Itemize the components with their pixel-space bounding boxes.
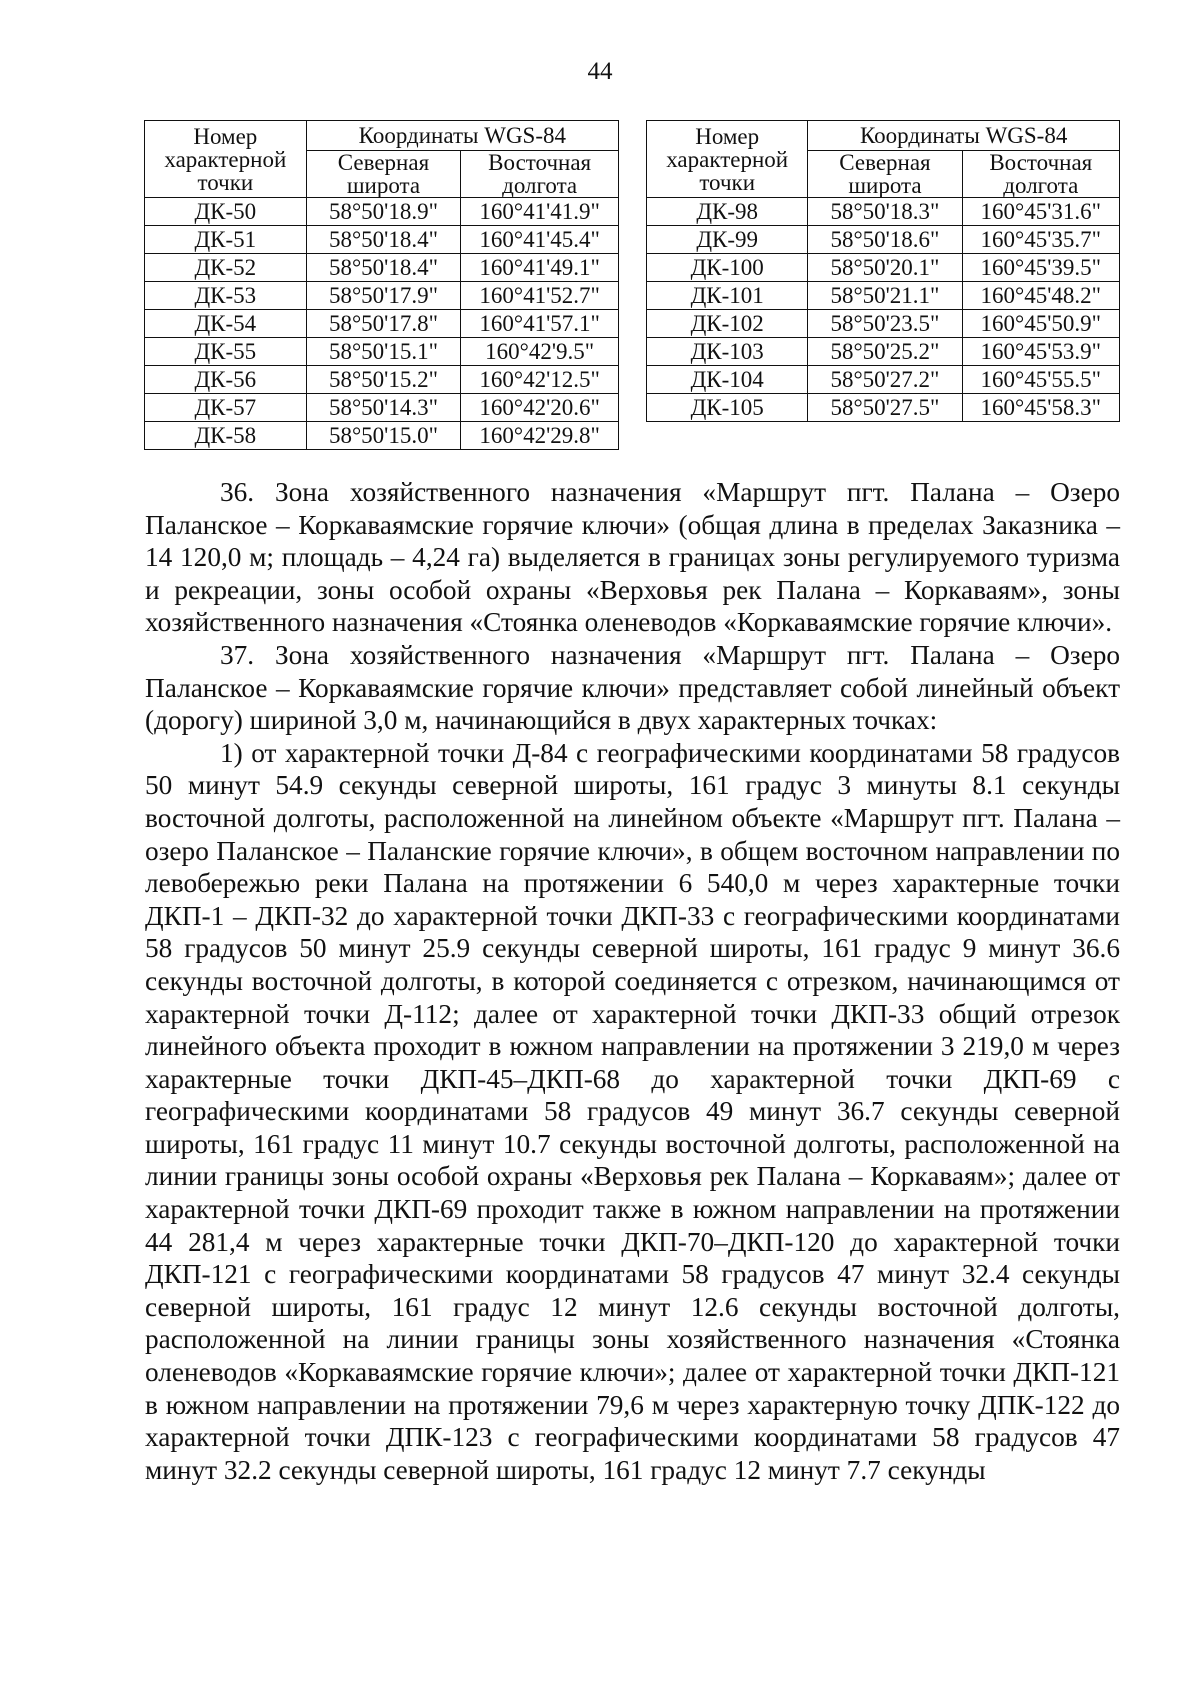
- longitude-cell: 160°45'50.9": [962, 310, 1119, 338]
- latitude-cell: 58°50'25.2": [808, 338, 962, 366]
- header-latitude: Северная широта: [306, 151, 461, 198]
- table-row: [145, 254, 619, 282]
- longitude-cell: 160°42'9.5": [461, 338, 619, 366]
- header-coordinates: Координаты WGS-84: [306, 121, 618, 151]
- point-number-cell: ДК-102: [647, 310, 808, 338]
- latitude-cell: 58°50'27.5": [808, 394, 962, 422]
- table-row: [145, 366, 619, 394]
- point-number-cell: ДК-56: [145, 366, 307, 394]
- table-row: [647, 310, 1120, 338]
- latitude-cell: 58°50'14.3": [306, 394, 461, 422]
- longitude-cell: 160°41'49.1": [461, 254, 619, 282]
- table-row: [145, 394, 619, 422]
- longitude-cell: 160°41'57.1": [461, 310, 619, 338]
- point-number-cell: ДК-99: [647, 226, 808, 254]
- coordinates-table-right: [646, 120, 1120, 422]
- header-latitude: Северная широта: [808, 151, 962, 198]
- table-row: [647, 338, 1120, 366]
- point-number-cell: ДК-57: [145, 394, 307, 422]
- point-number-cell: ДК-98: [647, 198, 808, 226]
- table-row: [647, 366, 1120, 394]
- longitude-cell: 160°45'39.5": [962, 254, 1119, 282]
- longitude-cell: 160°42'29.8": [461, 422, 619, 450]
- latitude-cell: 58°50'27.2": [808, 366, 962, 394]
- longitude-cell: 160°41'41.9": [461, 198, 619, 226]
- point-number-cell: ДК-54: [145, 310, 307, 338]
- point-number-cell: ДК-51: [145, 226, 307, 254]
- paragraph-37: 37. Зона хозяйственного назначения «Маршрут пгт. Палана – Озеро Паланское – Коркаваямские горячие ключи» представляет собой линейный объект (дорогу) шириной 3,0 м, начинающийся в двух характерных точках:: [145, 639, 1120, 736]
- table-right-body: [647, 198, 1120, 422]
- paragraph-37-item-1: 1) от характерной точки Д-84 с географическими координатами 58 градусов 50 минут 54.9 секунды северной широты, 161 градус 3 минуты 8.1 секунды восточной долготы, расположенной на линейном объекте «Маршрут пгт. Палана – озеро Паланское – Паланские горячие ключи», в общем восточном направлении по левобережью реки Палана на протяжении 6 540,0 м через характерные точки ДКП-1 – ДКП-32 до характерной точки ДКП-33 с географическими координатами 58 градусов 50 минут 25.9 секунды северной широты, 161 градус 9 минут 36.6 секунды восточной долготы, в которой соединяется с отрезком, начинающимся от характерной точки Д-112; далее от характерной точки ДКП-33 общий отрезок линейного объекта проходит в южном направлении на протяжении 3 219,0 м через характерные точки ДКП-45–ДКП-68 до характерной точки ДКП-69 с географическими координатами 58 градусов 49 минут 36.7 секунды северной широты, 161 градус 11 минут 10.7 секунды восточной долготы, расположенной на линии границы зоны особой охраны «Верховья рек Палана – Коркаваям»; далее от характерной точки ДКП-69 проходит также в южном направлении на протяжении 44 281,4 м через характерные точки ДКП-70–ДКП-120 до характерной точки ДКП-121 с географическими координатами 58 градусов 47 минут 32.4 секунды северной широты, 161 градус 12 минут 12.6 секунды восточной долготы, расположенной на линии границы зоны хозяйственного назначения «Стоянка оленеводов «Коркаваямские горячие ключи»; далее от характерной точки ДКП-121 в южном направлении на протяжении 79,6 м через характерную точку ДПК-122 до характерной точки ДПК-123 с географическими координатами 58 градусов 47 минут 32.2 секунды северной широты, 161 градус 12 минут 7.7 секунды: [145, 737, 1120, 1485]
- point-number-cell: ДК-58: [145, 422, 307, 450]
- table-row: [647, 394, 1120, 422]
- table-row: [145, 282, 619, 310]
- header-coordinates: Координаты WGS-84: [808, 121, 1120, 151]
- latitude-cell: 58°50'17.8": [306, 310, 461, 338]
- latitude-cell: 58°50'17.9": [306, 282, 461, 310]
- point-number-cell: ДК-55: [145, 338, 307, 366]
- table-row: [145, 226, 619, 254]
- header-longitude: Восточная долгота: [962, 151, 1119, 198]
- latitude-cell: 58°50'23.5": [808, 310, 962, 338]
- longitude-cell: 160°42'20.6": [461, 394, 619, 422]
- longitude-cell: 160°45'55.5": [962, 366, 1119, 394]
- point-number-cell: ДК-52: [145, 254, 307, 282]
- latitude-cell: 58°50'18.3": [808, 198, 962, 226]
- paragraph-36: 36. Зона хозяйственного назначения «Маршрут пгт. Палана – Озеро Паланское – Коркаваямские горячие ключи» (общая длина в пределах Заказника – 14 120,0 м; площадь – 4,24 га) выделяется в границах зоны регулируемого туризма и рекреации, зоны особой охраны «Верховья рек Палана – Коркаваям», зоны хозяйственного назначения «Стоянка оленеводов «Коркаваямские горячие ключи».: [145, 477, 1120, 638]
- latitude-cell: 58°50'18.4": [306, 254, 461, 282]
- latitude-cell: 58°50'18.6": [808, 226, 962, 254]
- longitude-cell: 160°45'53.9": [962, 338, 1119, 366]
- table-row: [145, 338, 619, 366]
- point-number-cell: ДК-105: [647, 394, 808, 422]
- table-row: [647, 198, 1120, 226]
- table-row: [145, 422, 619, 450]
- longitude-cell: 160°45'58.3": [962, 394, 1119, 422]
- point-number-cell: ДК-50: [145, 198, 307, 226]
- header-longitude: Восточная долгота: [461, 151, 619, 198]
- latitude-cell: 58°50'15.2": [306, 366, 461, 394]
- longitude-cell: 160°41'45.4": [461, 226, 619, 254]
- point-number-cell: ДК-100: [647, 254, 808, 282]
- longitude-cell: 160°45'48.2": [962, 282, 1119, 310]
- latitude-cell: 58°50'18.9": [306, 198, 461, 226]
- longitude-cell: 160°45'35.7": [962, 226, 1119, 254]
- latitude-cell: 58°50'18.4": [306, 226, 461, 254]
- page-number: 44: [587, 58, 613, 85]
- table-left-body: [145, 198, 619, 450]
- latitude-cell: 58°50'20.1": [808, 254, 962, 282]
- table-row: [647, 254, 1120, 282]
- coordinates-table-left: [144, 120, 619, 450]
- point-number-cell: ДК-104: [647, 366, 808, 394]
- table-row: [647, 226, 1120, 254]
- longitude-cell: 160°42'12.5": [461, 366, 619, 394]
- body-text: [145, 476, 1120, 1486]
- point-number-cell: ДК-53: [145, 282, 307, 310]
- point-number-cell: ДК-103: [647, 338, 808, 366]
- table-row: [145, 198, 619, 226]
- header-point-number: Номер характерной точки: [145, 121, 307, 198]
- latitude-cell: 58°50'15.1": [306, 338, 461, 366]
- table-row: [647, 282, 1120, 310]
- header-point-number: Номер характерной точки: [647, 121, 808, 198]
- longitude-cell: 160°41'52.7": [461, 282, 619, 310]
- latitude-cell: 58°50'21.1": [808, 282, 962, 310]
- longitude-cell: 160°45'31.6": [962, 198, 1119, 226]
- table-row: [145, 310, 619, 338]
- point-number-cell: ДК-101: [647, 282, 808, 310]
- latitude-cell: 58°50'15.0": [306, 422, 461, 450]
